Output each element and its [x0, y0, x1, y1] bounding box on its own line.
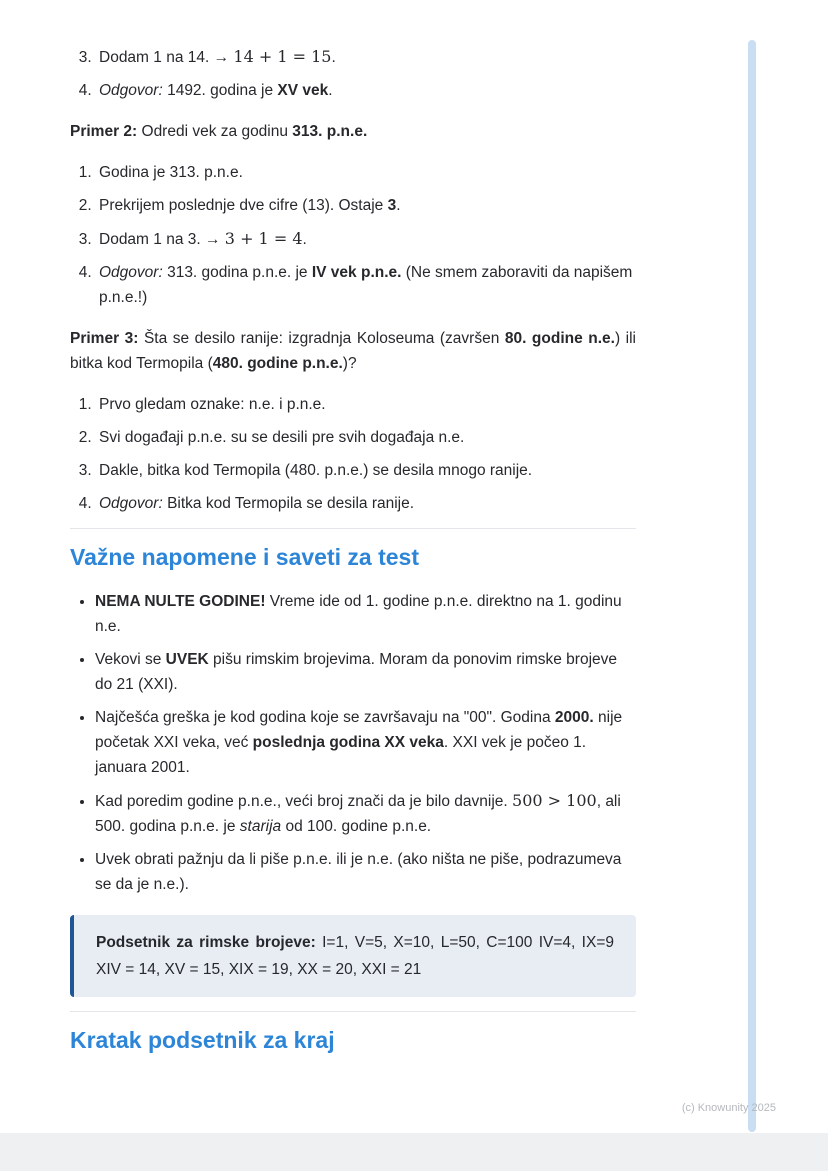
example1-steps-list	[70, 44, 636, 103]
page-bottom-edge	[0, 1133, 828, 1171]
list-item: 3. Dodam 1 na 14. → 14 + 1 = 15.	[96, 44, 636, 70]
end-section-heading: Kratak podsetnik za kraj	[70, 1027, 335, 1053]
list-item: • Uvek obrati pažnju da li piše p.n.e. ili je n.e. (ako ništa ne piše, podrazumeva se da je n.e.).	[95, 847, 636, 897]
callout-box	[70, 915, 636, 997]
list-item: 1. Godina je 313. p.n.e.	[96, 160, 636, 185]
example2-steps-list	[70, 160, 636, 310]
document-content	[70, 44, 636, 1072]
list-item: 2. Prekrijem poslednje dve cifre (13). Ostaje 3.	[96, 193, 636, 218]
list-item: • Kad poredim godine p.n.e., veći broj znači da je bilo davnije. 500 > 100, ali 500. godina p.n.e. je starija od 100. godine p.n.e.	[95, 788, 636, 839]
list-item: 4. Odgovor: Bitka kod Termopila se desila ranije.	[96, 491, 636, 516]
callout-text: Podsetnik za rimske brojeve: I=1, V=5, X=10, L=50, C=100 IV=4, IX=9 XIV = 14, XV = 15, XIX = 19, XX = 20, XXI = 21	[96, 934, 614, 978]
list-item: 3. Dodam 1 na 3. → 3 + 1 = 4.	[96, 226, 636, 252]
list-item: • Najčešća greška je kod godina koje se završavaju na "00". Godina 2000. nije početak XXI veka, već poslednja godina XX veka. XXI vek je počeo 1. januara 2001.	[95, 705, 636, 780]
list-item: 4. Odgovor: 313. godina p.n.e. je IV vek p.n.e. (Ne smem zaboraviti da napišem p.n.e.!)	[96, 260, 636, 310]
primer3-heading: Primer 3: Šta se desilo ranije: izgradnja Koloseuma (završen 80. godine n.e.) ili bitka kod Termopila (480. godine p.n.e.)?	[70, 330, 636, 372]
section-divider	[70, 528, 636, 529]
notes-list	[70, 589, 636, 897]
list-item: 2. Svi događaji p.n.e. su se desili pre svih događaja n.e.	[96, 425, 636, 450]
list-item: 1. Prvo gledam oznake: n.e. i p.n.e.	[96, 392, 636, 417]
primer2-heading: Primer 2: Odredi vek za godinu 313. p.n.e.	[70, 123, 368, 140]
list-item: 3. Dakle, bitka kod Termopila (480. p.n.e.) se desila mnogo ranije.	[96, 458, 636, 483]
list-item: • NEMA NULTE GODINE! Vreme ide od 1. godine p.n.e. direktno na 1. godinu n.e.	[95, 589, 636, 639]
list-item: • Vekovi se UVEK pišu rimskim brojevima. Moram da ponovim rimske brojeve do 21 (XXI).	[95, 647, 636, 697]
notes-section-heading: Važne napomene i saveti za test	[70, 544, 419, 570]
example3-steps-list	[70, 392, 636, 516]
list-item: 4. Odgovor: 1492. godina je XV vek.	[96, 78, 636, 103]
copyright-watermark: (c) Knowunity 2025	[681, 1102, 776, 1114]
scrollbar[interactable]	[748, 40, 756, 1132]
section-divider	[70, 1011, 636, 1012]
